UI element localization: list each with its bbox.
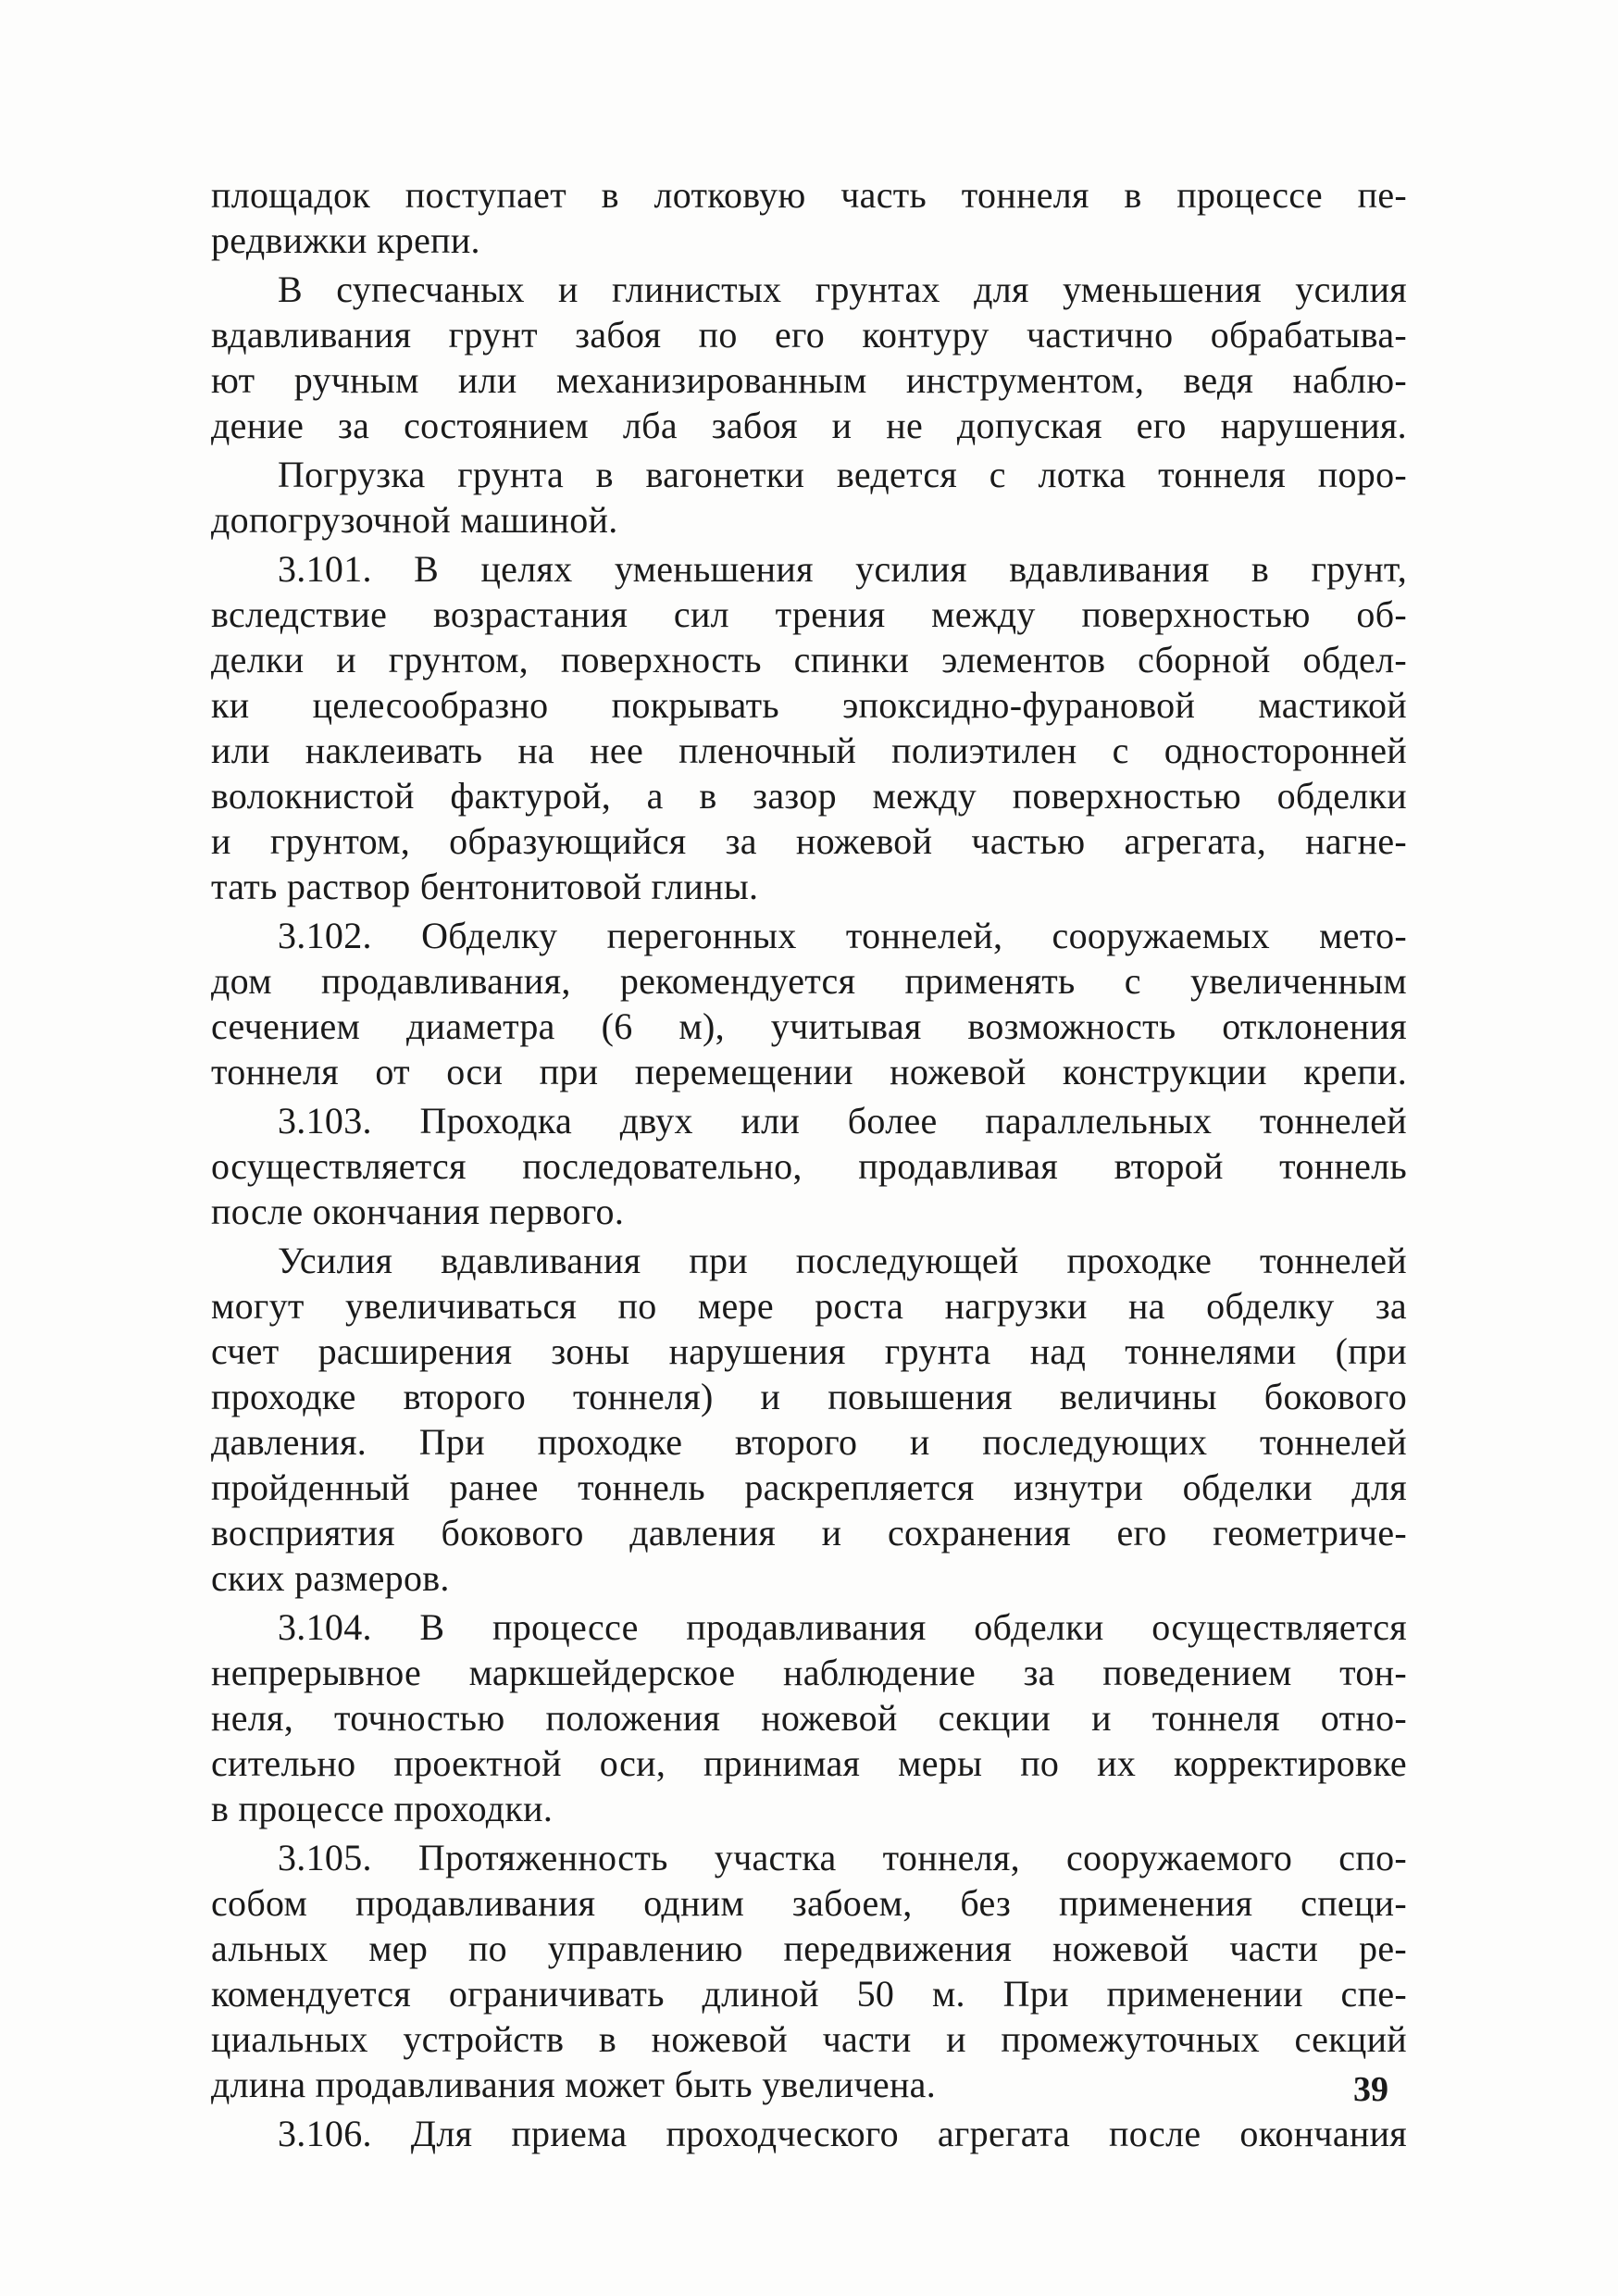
- text-line: тать раствор бентонитовой глины.: [211, 866, 759, 907]
- text-line: ки целесообразно покрывать эпоксидно-фурановой мастикой: [211, 684, 1407, 726]
- text-line: давления. При проходке второго и последующих тоннелей: [211, 1421, 1407, 1463]
- paragraph: [211, 172, 1407, 263]
- text-line: 3.105. Протяженность участка тоннеля, сооружаемого спо-: [278, 1837, 1407, 1878]
- text-line: в процессе проходки.: [211, 1788, 554, 1829]
- paragraph: [211, 1604, 1407, 1831]
- text-line: 3.103. Проходка двух или более параллельных тоннелей: [278, 1100, 1407, 1142]
- text-line: непрерывное маркшейдерское наблюдение за поведением тон-: [211, 1652, 1407, 1693]
- text-line: вследствие возрастания сил трения между поверхностью об-: [211, 593, 1407, 635]
- text-line: пройденный ранее тоннель раскрепляется изнутри обделки для: [211, 1466, 1407, 1508]
- text-line: Усилия вдавливания при последующей проходке тоннелей: [278, 1240, 1407, 1281]
- body-text: [211, 172, 1407, 2160]
- text-line: длина продавливания может быть увеличена.: [211, 2064, 937, 2105]
- text-line: осуществляется последовательно, продавливая второй тоннель: [211, 1145, 1407, 1187]
- text-line: альных мер по управлению передвижения ножевой части ре-: [211, 1928, 1407, 1969]
- text-line: неля, точностью положения ножевой секции и тоннеля отно-: [211, 1697, 1407, 1739]
- text-line: комендуется ограничивать длиной 50 м. При применении спе-: [211, 1973, 1407, 2015]
- text-line: ют ручным или механизированным инструментом, ведя наблю-: [211, 359, 1407, 401]
- text-line: сительно проектной оси, принимая меры по их корректировке: [211, 1742, 1407, 1784]
- text-line: могут увеличиваться по мере роста нагрузки на обделку за: [211, 1285, 1407, 1327]
- paragraph: [211, 267, 1407, 448]
- paragraph: [211, 1098, 1407, 1234]
- text-line: допогрузочной машиной.: [211, 499, 618, 541]
- text-line: 3.104. В процессе продавливания обделки осуществляется: [278, 1606, 1407, 1648]
- text-line: сечением диаметра (6 м), учитывая возможность отклонения: [211, 1005, 1407, 1047]
- paragraph: [211, 913, 1407, 1094]
- text-line: и грунтом, образующийся за ножевой частью агрегата, нагне-: [211, 820, 1407, 862]
- text-line: после окончания первого.: [211, 1191, 625, 1232]
- text-line: дение за состоянием лба забоя и не допуская его нарушения.: [211, 405, 1407, 446]
- text-line: 3.102. Обделку перегонных тоннелей, сооружаемых мето-: [278, 915, 1407, 956]
- text-line: проходке второго тоннеля) и повышения величины бокового: [211, 1376, 1407, 1417]
- text-line: циальных устройств в ножевой части и промежуточных секций: [211, 2018, 1407, 2060]
- text-line: 3.106. Для приема проходческого агрегата после окончания: [278, 2113, 1407, 2154]
- paragraph: [211, 2111, 1407, 2156]
- text-line: или наклеивать на нее пленочный полиэтилен с односторонней: [211, 730, 1407, 771]
- text-line: счет расширения зоны нарушения грунта над тоннелями (при: [211, 1330, 1407, 1372]
- text-line: волокнистой фактурой, а в зазор между поверхностью обделки: [211, 775, 1407, 817]
- paragraph: [211, 452, 1407, 543]
- text-line: собом продавливания одним забоем, без применения специ-: [211, 1882, 1407, 1924]
- text-line: вдавливания грунт забоя по его контуру частично обрабатыва-: [211, 314, 1407, 356]
- text-line: тоннеля от оси при перемещении ножевой конструкции крепи.: [211, 1051, 1407, 1092]
- text-line: 3.101. В целях уменьшения усилия вдавливания в грунт,: [278, 548, 1407, 590]
- paragraph: [211, 1835, 1407, 2107]
- text-line: редвижки крепи.: [211, 219, 480, 261]
- page-number: 39: [1353, 2070, 1388, 2109]
- paragraph: [211, 546, 1407, 909]
- text-line: восприятия бокового давления и сохранения его геометриче-: [211, 1512, 1407, 1554]
- text-line: делки и грунтом, поверхность спинки элементов сборной обдел-: [211, 639, 1407, 680]
- text-line: В супесчаных и глинистых грунтах для уменьшения усилия: [278, 268, 1407, 310]
- text-line: дом продавливания, рекомендуется применять с увеличенным: [211, 960, 1407, 1002]
- text-line: Погрузка грунта в вагонетки ведется с лотка тоннеля поро-: [278, 454, 1407, 495]
- text-line: ских размеров.: [211, 1557, 450, 1599]
- text-line: площадок поступает в лотковую часть тоннеля в процессе пе-: [211, 174, 1407, 216]
- paragraph: [211, 1238, 1407, 1601]
